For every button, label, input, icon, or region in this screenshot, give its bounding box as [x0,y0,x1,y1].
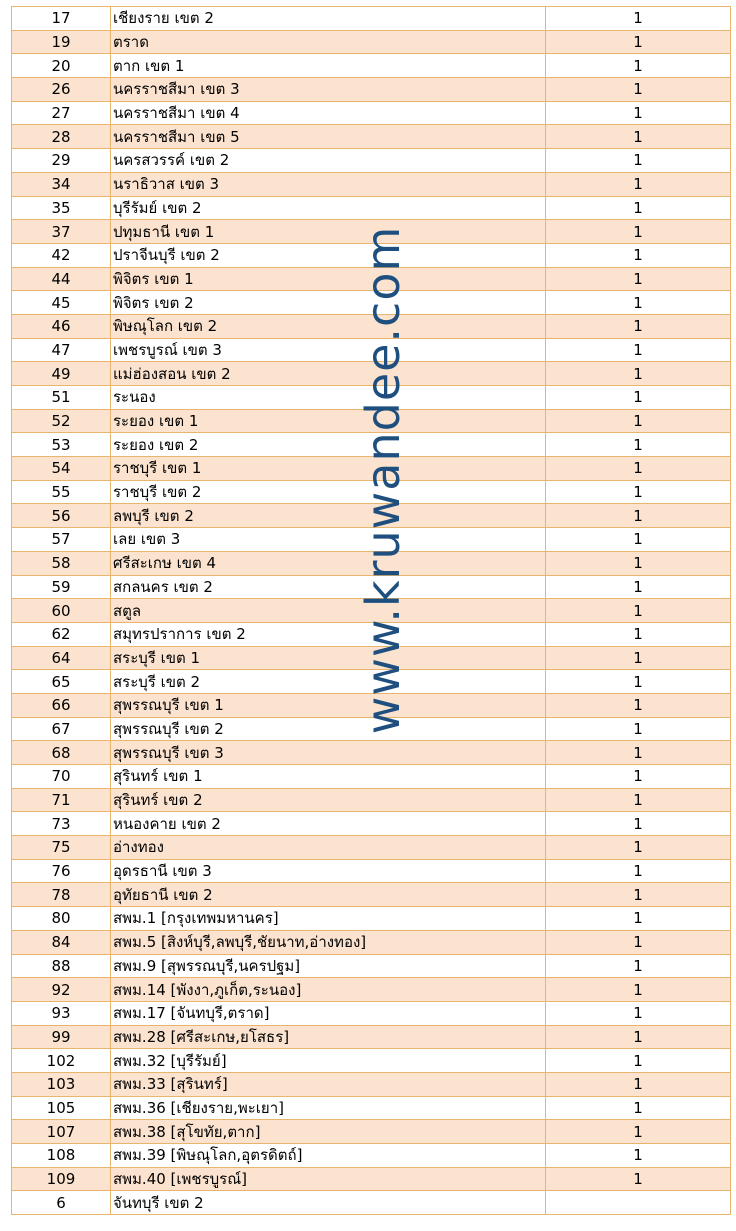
table-row [12,575,731,599]
table-row [12,1049,731,1073]
row-number-cell: 47 [12,338,111,362]
row-count-cell: 1 [546,859,731,883]
row-number-cell: 20 [12,54,111,78]
row-count-cell: 1 [546,646,731,670]
row-name-cell: สพม.40 [เพชรบูรณ์] [111,1167,546,1191]
table-row [12,338,731,362]
table-row [12,1191,731,1215]
row-name-cell: ปทุมธานี เขต 1 [111,220,546,244]
table-row [12,954,731,978]
table-row [12,196,731,220]
row-name-cell: สุพรรณบุรี เขต 3 [111,741,546,765]
row-name-cell: นครราชสีมา เขต 5 [111,125,546,149]
row-number-cell: 44 [12,267,111,291]
row-name-cell: สพม.36 [เชียงราย,พะเยา] [111,1096,546,1120]
row-number-cell: 51 [12,386,111,410]
row-number-cell: 99 [12,1025,111,1049]
row-count-cell: 1 [546,220,731,244]
row-number-cell: 64 [12,646,111,670]
row-number-cell: 42 [12,243,111,267]
row-name-cell: จันทบุรี เขต 2 [111,1191,546,1215]
row-name-cell: สพม.9 [สุพรรณบุรี,นครปฐม] [111,954,546,978]
row-number-cell: 78 [12,883,111,907]
row-count-cell: 1 [546,599,731,623]
row-count-cell: 1 [546,907,731,931]
row-number-cell: 26 [12,78,111,102]
row-name-cell: สพม.1 [กรุงเทพมหานคร] [111,907,546,931]
row-number-cell: 92 [12,978,111,1002]
row-count-cell: 1 [546,978,731,1002]
row-number-cell: 88 [12,954,111,978]
row-name-cell: สพม.33 [สุรินทร์] [111,1072,546,1096]
table-row [12,386,731,410]
row-name-cell: อ่างทอง [111,836,546,860]
row-name-cell: นครสวรรค์ เขต 2 [111,149,546,173]
row-number-cell: 57 [12,528,111,552]
row-count-cell: 1 [546,812,731,836]
row-count-cell: 1 [546,78,731,102]
row-number-cell: 62 [12,622,111,646]
row-count-cell: 1 [546,457,731,481]
row-name-cell: ระนอง [111,386,546,410]
table-row [12,267,731,291]
row-count-cell: 1 [546,30,731,54]
row-name-cell: นครราชสีมา เขต 3 [111,78,546,102]
table-row [12,836,731,860]
row-number-cell: 19 [12,30,111,54]
table-row [12,362,731,386]
row-count-cell: 1 [546,409,731,433]
table-row [12,243,731,267]
row-number-cell: 65 [12,670,111,694]
table-row [12,172,731,196]
row-count-cell: 1 [546,1001,731,1025]
row-count-cell: 1 [546,1025,731,1049]
row-count-cell: 1 [546,1096,731,1120]
row-count-cell: 1 [546,622,731,646]
table-row [12,907,731,931]
table-row [12,409,731,433]
row-number-cell: 71 [12,788,111,812]
table-row [12,7,731,31]
table-row [12,101,731,125]
row-count-cell: 1 [546,504,731,528]
row-count-cell: 1 [546,196,731,220]
row-number-cell: 17 [12,7,111,31]
row-name-cell: ระยอง เขต 1 [111,409,546,433]
row-number-cell: 105 [12,1096,111,1120]
table-row [12,812,731,836]
table-body [12,7,731,1215]
row-count-cell: 1 [546,1120,731,1144]
row-count-cell: 1 [546,1167,731,1191]
row-number-cell: 58 [12,551,111,575]
row-name-cell: พิษณุโลก เขต 2 [111,314,546,338]
row-name-cell: ตาก เขต 1 [111,54,546,78]
row-name-cell: สกลนคร เขต 2 [111,575,546,599]
table-row [12,1144,731,1168]
row-number-cell: 76 [12,859,111,883]
row-number-cell: 55 [12,480,111,504]
table-row [12,78,731,102]
row-name-cell: สพม.39 [พิษณุโลก,อุตรดิตถ์] [111,1144,546,1168]
row-number-cell: 37 [12,220,111,244]
row-name-cell: อุดรธานี เขต 3 [111,859,546,883]
row-name-cell: พิจิตร เขต 1 [111,267,546,291]
row-number-cell: 108 [12,1144,111,1168]
row-name-cell: อุทัยธานี เขต 2 [111,883,546,907]
row-count-cell: 1 [546,693,731,717]
row-name-cell: แม่ฮ่องสอน เขต 2 [111,362,546,386]
row-number-cell: 28 [12,125,111,149]
row-name-cell: สระบุรี เขต 1 [111,646,546,670]
row-count-cell: 1 [546,314,731,338]
row-name-cell: สุรินทร์ เขต 1 [111,765,546,789]
table-row [12,765,731,789]
row-name-cell: สพม.38 [สุโขทัย,ตาก] [111,1120,546,1144]
row-count-cell: 1 [546,480,731,504]
row-number-cell: 80 [12,907,111,931]
row-count-cell: 1 [546,386,731,410]
table-row [12,978,731,1002]
table-row [12,125,731,149]
row-name-cell: สพม.17 [จันทบุรี,ตราด] [111,1001,546,1025]
row-name-cell: ราชบุรี เขต 1 [111,457,546,481]
row-name-cell: สพม.5 [สิงห์บุรี,ลพบุรี,ชัยนาท,อ่างทอง] [111,930,546,954]
row-number-cell: 34 [12,172,111,196]
table-row [12,1025,731,1049]
table-row [12,1001,731,1025]
row-number-cell: 29 [12,149,111,173]
row-count-cell: 1 [546,291,731,315]
row-name-cell: สพม.32 [บุรีรัมย์] [111,1049,546,1073]
table-row [12,622,731,646]
row-count-cell [546,1191,731,1215]
table-row [12,433,731,457]
row-name-cell: นราธิวาส เขต 3 [111,172,546,196]
table-row [12,551,731,575]
row-count-cell: 1 [546,670,731,694]
table-row [12,717,731,741]
row-count-cell: 1 [546,7,731,31]
table-row [12,291,731,315]
row-number-cell: 75 [12,836,111,860]
row-count-cell: 1 [546,741,731,765]
row-name-cell: สตูล [111,599,546,623]
row-number-cell: 54 [12,457,111,481]
table-row [12,314,731,338]
row-name-cell: ลพบุรี เขต 2 [111,504,546,528]
row-count-cell: 1 [546,1049,731,1073]
row-name-cell: บุรีรัมย์ เขต 2 [111,196,546,220]
row-name-cell: สพม.28 [ศรีสะเกษ,ยโสธร] [111,1025,546,1049]
table-row [12,599,731,623]
row-name-cell: สระบุรี เขต 2 [111,670,546,694]
row-number-cell: 60 [12,599,111,623]
row-number-cell: 52 [12,409,111,433]
row-number-cell: 103 [12,1072,111,1096]
row-count-cell: 1 [546,930,731,954]
table-row [12,528,731,552]
table-row [12,883,731,907]
row-count-cell: 1 [546,172,731,196]
table-row [12,1120,731,1144]
table-row [12,1167,731,1191]
row-name-cell: นครราชสีมา เขต 4 [111,101,546,125]
row-number-cell: 66 [12,693,111,717]
table-row [12,741,731,765]
row-count-cell: 1 [546,149,731,173]
row-name-cell: ราชบุรี เขต 2 [111,480,546,504]
row-name-cell: สุรินทร์ เขต 2 [111,788,546,812]
row-number-cell: 107 [12,1120,111,1144]
row-name-cell: สมุทรปราการ เขต 2 [111,622,546,646]
row-number-cell: 53 [12,433,111,457]
table-row [12,788,731,812]
row-count-cell: 1 [546,1144,731,1168]
row-name-cell: เชียงราย เขต 2 [111,7,546,31]
row-number-cell: 35 [12,196,111,220]
data-table [11,6,731,1215]
row-count-cell: 1 [546,717,731,741]
row-number-cell: 49 [12,362,111,386]
row-name-cell: ตราด [111,30,546,54]
row-count-cell: 1 [546,836,731,860]
table-row [12,504,731,528]
table-row [12,30,731,54]
watermark-text: www.kruwandee.com [356,225,410,735]
row-number-cell: 6 [12,1191,111,1215]
row-number-cell: 109 [12,1167,111,1191]
row-count-cell: 1 [546,54,731,78]
table-row [12,930,731,954]
row-number-cell: 67 [12,717,111,741]
row-number-cell: 56 [12,504,111,528]
row-count-cell: 1 [546,528,731,552]
row-number-cell: 93 [12,1001,111,1025]
row-number-cell: 84 [12,930,111,954]
table-row [12,149,731,173]
row-count-cell: 1 [546,125,731,149]
table-row [12,1072,731,1096]
row-number-cell: 73 [12,812,111,836]
row-name-cell: เลย เขต 3 [111,528,546,552]
row-number-cell: 45 [12,291,111,315]
table-row [12,859,731,883]
row-name-cell: หนองคาย เขต 2 [111,812,546,836]
row-name-cell: เพชรบูรณ์ เขต 3 [111,338,546,362]
row-count-cell: 1 [546,765,731,789]
row-name-cell: ปราจีนบุรี เขต 2 [111,243,546,267]
row-count-cell: 1 [546,362,731,386]
table-row [12,670,731,694]
row-number-cell: 46 [12,314,111,338]
table-row [12,457,731,481]
table-row [12,646,731,670]
row-name-cell: สพม.14 [พังงา,ภูเก็ต,ระนอง] [111,978,546,1002]
row-count-cell: 1 [546,1072,731,1096]
row-name-cell: สุพรรณบุรี เขต 1 [111,693,546,717]
row-count-cell: 1 [546,338,731,362]
row-count-cell: 1 [546,267,731,291]
table-row [12,220,731,244]
row-count-cell: 1 [546,788,731,812]
row-name-cell: ศรีสะเกษ เขต 4 [111,551,546,575]
row-name-cell: พิจิตร เขต 2 [111,291,546,315]
table-row [12,480,731,504]
row-number-cell: 70 [12,765,111,789]
row-number-cell: 68 [12,741,111,765]
row-number-cell: 27 [12,101,111,125]
row-count-cell: 1 [546,954,731,978]
row-count-cell: 1 [546,883,731,907]
row-count-cell: 1 [546,101,731,125]
row-count-cell: 1 [546,575,731,599]
row-number-cell: 102 [12,1049,111,1073]
row-number-cell: 59 [12,575,111,599]
table-row [12,54,731,78]
row-name-cell: ระยอง เขต 2 [111,433,546,457]
row-count-cell: 1 [546,433,731,457]
table-row [12,1096,731,1120]
row-count-cell: 1 [546,243,731,267]
row-count-cell: 1 [546,551,731,575]
table-row [12,693,731,717]
row-name-cell: สุพรรณบุรี เขต 2 [111,717,546,741]
